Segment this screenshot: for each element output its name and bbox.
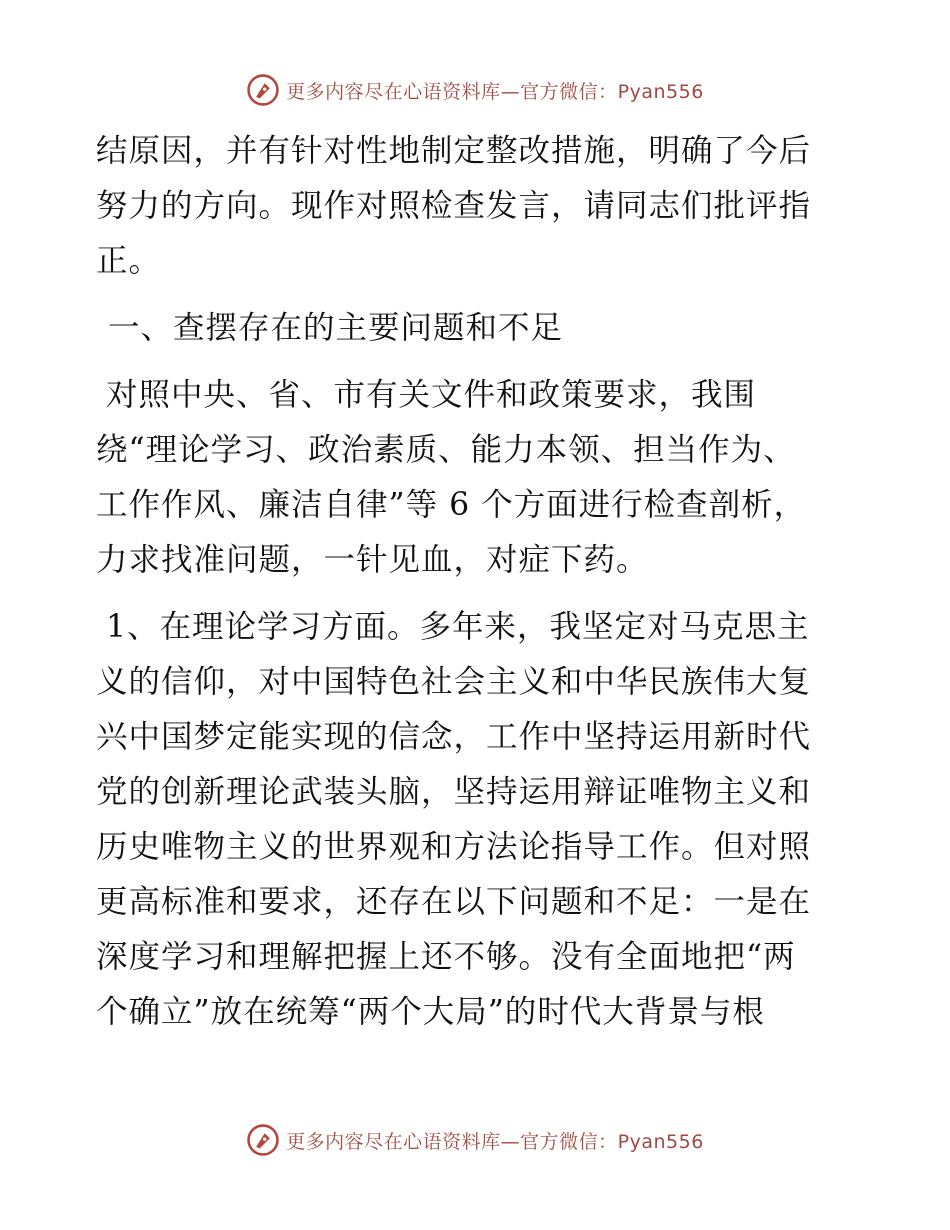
paragraph-overview [96,368,856,588]
heading-text: 一、查摆存在的主要问题和不足 [108,310,564,346]
text-line: 对照中央、省、市有关文件和政策要求，我围 [106,377,757,413]
text-line: 兴中国梦定能实现的信念，工作中坚持运用新时代 [96,719,812,755]
text-line: 正。 [96,243,162,279]
pen-nib-logo-icon [246,73,280,107]
section-heading [96,301,856,356]
paragraph-theory-study [96,600,856,1040]
text-line: 个确立”放在统筹“两个大局”的时代大背景与根 [96,994,765,1030]
watermark-text: 更多内容尽在心语资料库—官方微信：Pyan556 [286,80,704,103]
pen-nib-logo-icon [246,1123,280,1157]
text-line: 绕“理论学习、政治素质、能力本领、担当作为、 [96,432,796,468]
text-line: 结原因，并有针对性地制定整改措施，明确了今后 [96,133,812,169]
text-line: 更高标准和要求，还存在以下问题和不足：一是在 [96,884,812,920]
text-line: 义的信仰，对中国特色社会主义和中华民族伟大复 [96,664,812,700]
text-line: 努力的方向。现作对照检查发言，请同志们批评指 [96,188,812,224]
watermark-text: 更多内容尽在心语资料库—官方微信：Pyan556 [286,1130,704,1153]
text-line: 工作作风、廉洁自律”等 6 个方面进行检查剖析， [96,487,807,523]
header-watermark [0,70,950,110]
text-line: 1、在理论学习方面。多年来，我坚定对马克思主 [106,609,810,645]
text-line: 党的创新理论武装头脑，坚持运用辩证唯物主义和 [96,774,812,810]
paragraph-intro-continuation [96,124,856,289]
text-line: 力求找准问题，一针见血，对症下药。 [96,542,649,578]
text-line: 深度学习和理解把握上还不够。没有全面地把“两 [96,939,796,975]
document-body [96,124,856,1040]
footer-watermark [0,1120,950,1160]
text-line: 历史唯物主义的世界观和方法论指导工作。但对照 [96,829,812,865]
